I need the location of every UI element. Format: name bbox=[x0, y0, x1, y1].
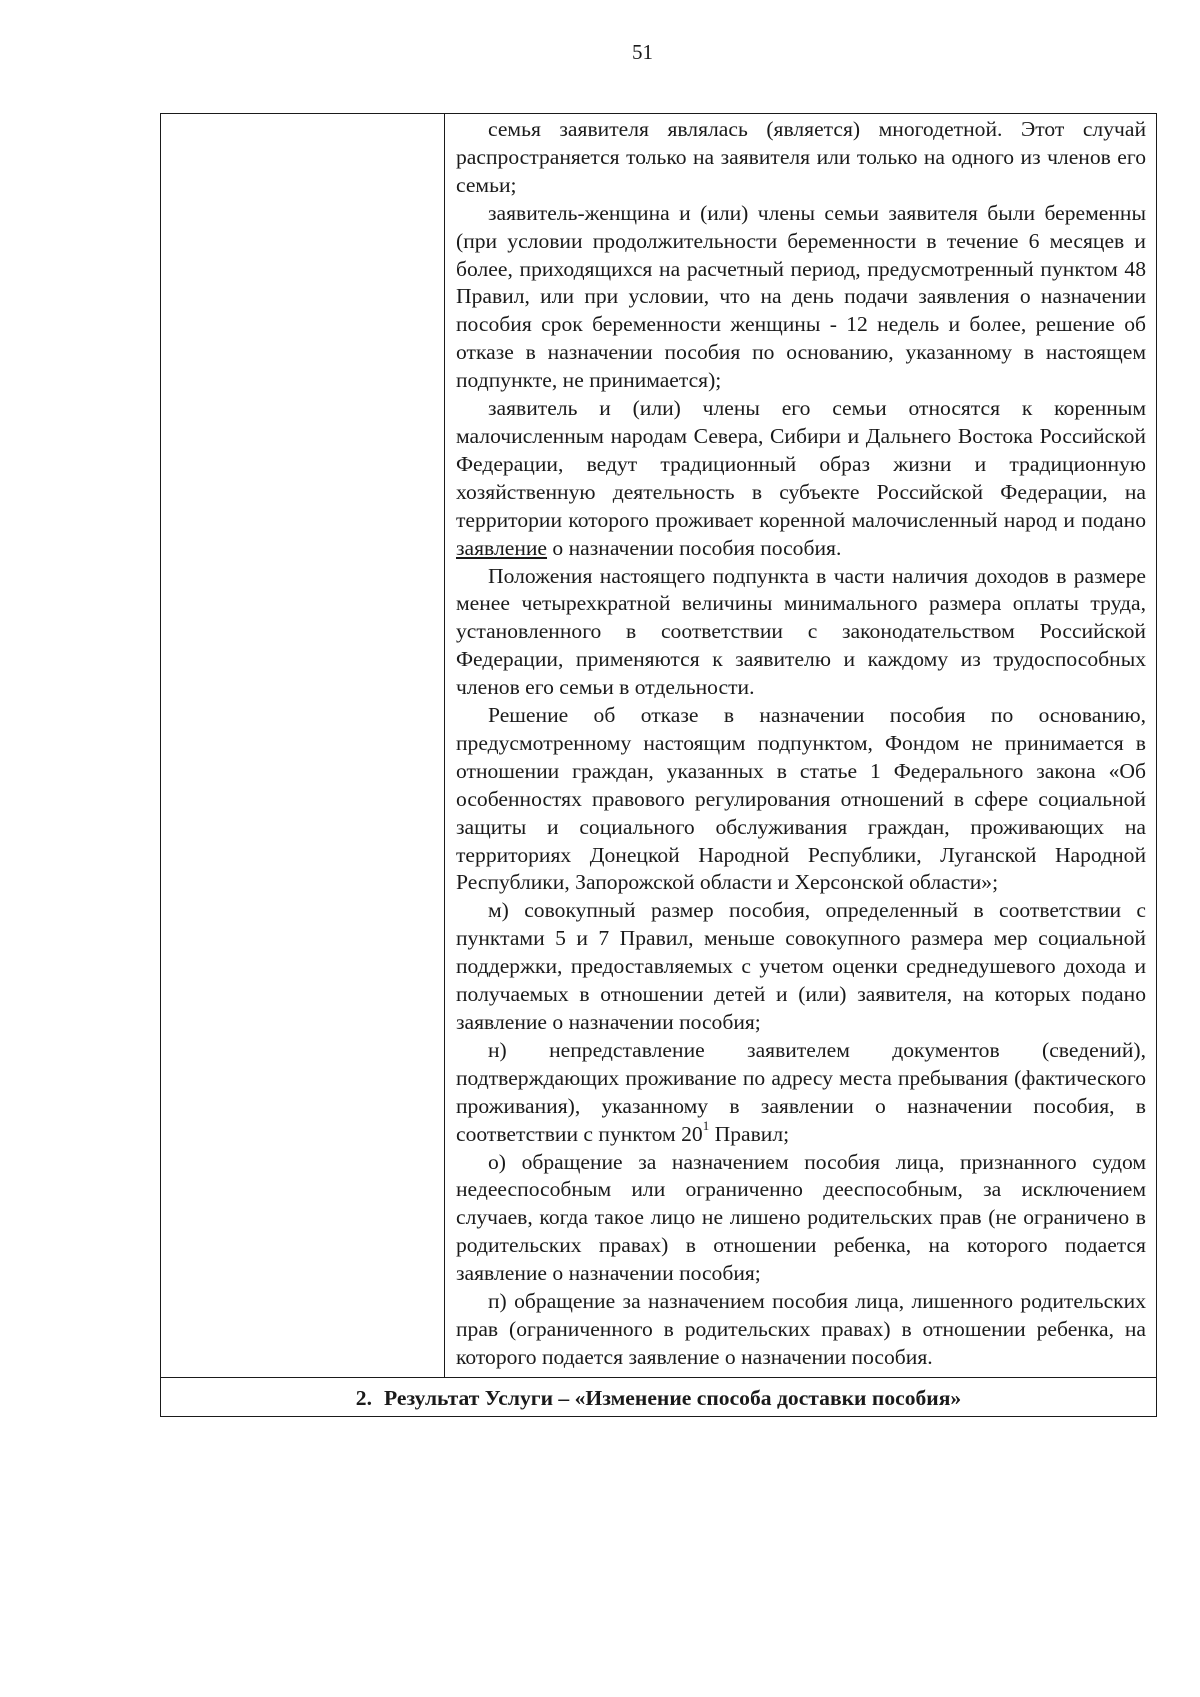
paragraph-item-o: о) обращение за назначением пособия лица, признанного судом недееспособным или ограниченно дееспособным, за исключением случаев, когда такое лицо не лишено родительских прав (не ограничено в родительских правах) в отношении ребенка, на которого подается заявление о назначении пособия; bbox=[456, 1149, 1146, 1286]
result-heading-number: 2. bbox=[355, 1385, 372, 1410]
requirements-table bbox=[160, 113, 1157, 1417]
paragraph-indigenous-text: заявитель и (или) члены его семьи относятся к коренным малочисленным народам Севера, Сибири и Дальнего Востока Российской Федерации, ведут традиционный образ жизни и традиционную хозяйственную деятельность в субъекте Российской Федерации, на территории которого проживает коренной малочисленный народ и подано bbox=[456, 396, 1146, 532]
paragraph-item-n bbox=[456, 1037, 1146, 1149]
table-row bbox=[161, 114, 1157, 1378]
paragraph-item-n-text: н) непредставление заявителем документов (сведений), подтверждающих проживание по адресу места пребывания (фактического проживания), указанному в заявлении о назначении пособия, в соответствии с пунктом 20 bbox=[456, 1037, 1146, 1146]
paragraph-pregnancy: заявитель-женщина и (или) члены семьи заявителя были беременны (при условии продолжительности беременности в течение 6 месяцев и более, приходящихся на расчетный период, предусмотренный пунктом 48 Правил, или при условии, что на день подачи заявления о назначении пособия срок беременности женщины - 12 недель и более, решение об отказе в назначении пособия по основанию, указанному в настоящем подпункте, не принимается); bbox=[456, 200, 1146, 393]
paragraph-refusal-exception: Решение об отказе в назначении пособия по основанию, предусмотренному настоящим подпунктом, Фондом не принимается в отношении граждан, указанных в статье 1 Федерального закона «Об особенностях правового регулирования отношений в сфере социальной защиты и социального обслуживания граждан, проживающих на территориях Донецкой Народной Республики, Луганской Народной Республики, Запорожской области и Херсонской области»; bbox=[456, 703, 1146, 895]
paragraph-item-p: п) обращение за назначением пособия лица, лишенного родительских прав (ограниченного в родительских правах) в отношении ребенка, на которого подается заявление о назначении пособия. bbox=[456, 1289, 1146, 1369]
footnote-superscript: 1 bbox=[702, 1118, 710, 1134]
paragraph-indigenous-tail: о назначении пособия пособия. bbox=[547, 535, 842, 560]
cell-body bbox=[445, 114, 1156, 1377]
paragraph-large-family: семья заявителя являлась (является) многодетной. Этот случай распространяется только на заявителя или только на одного из членов его семьи; bbox=[456, 117, 1146, 197]
table-cell-left-empty bbox=[161, 114, 445, 1378]
result-heading-title: Результат Услуги – «Изменение способа доставки пособия» bbox=[383, 1385, 962, 1410]
application-link[interactable]: заявление bbox=[456, 535, 548, 560]
paragraph-indigenous bbox=[456, 395, 1146, 562]
table-row-result-heading bbox=[161, 1377, 1157, 1416]
paragraph-item-m: м) совокупный размер пособия, определенный в соответствии с пунктами 5 и 7 Правил, меньше совокупного размера мер социальной поддержки, предоставляемых с учетом оценки среднедушевого дохода и получаемых в отношении детей и (или) заявителя, на которых подано заявление о назначении пособия; bbox=[456, 898, 1146, 1034]
page-number: 51 bbox=[632, 40, 653, 64]
result-heading-cell bbox=[161, 1377, 1157, 1416]
table-cell-text bbox=[445, 114, 1157, 1378]
paragraph-item-n-tail: Правил; bbox=[709, 1121, 790, 1146]
paragraph-income-provisions: Положения настоящего подпункта в части наличия доходов в размере менее четырехкратной величины минимального размера оплаты труда, установленного в соответствии с законодательством Российской Федерации, применяются к заявителю и каждому из трудоспособных членов его семьи в отдельности. bbox=[456, 563, 1146, 700]
